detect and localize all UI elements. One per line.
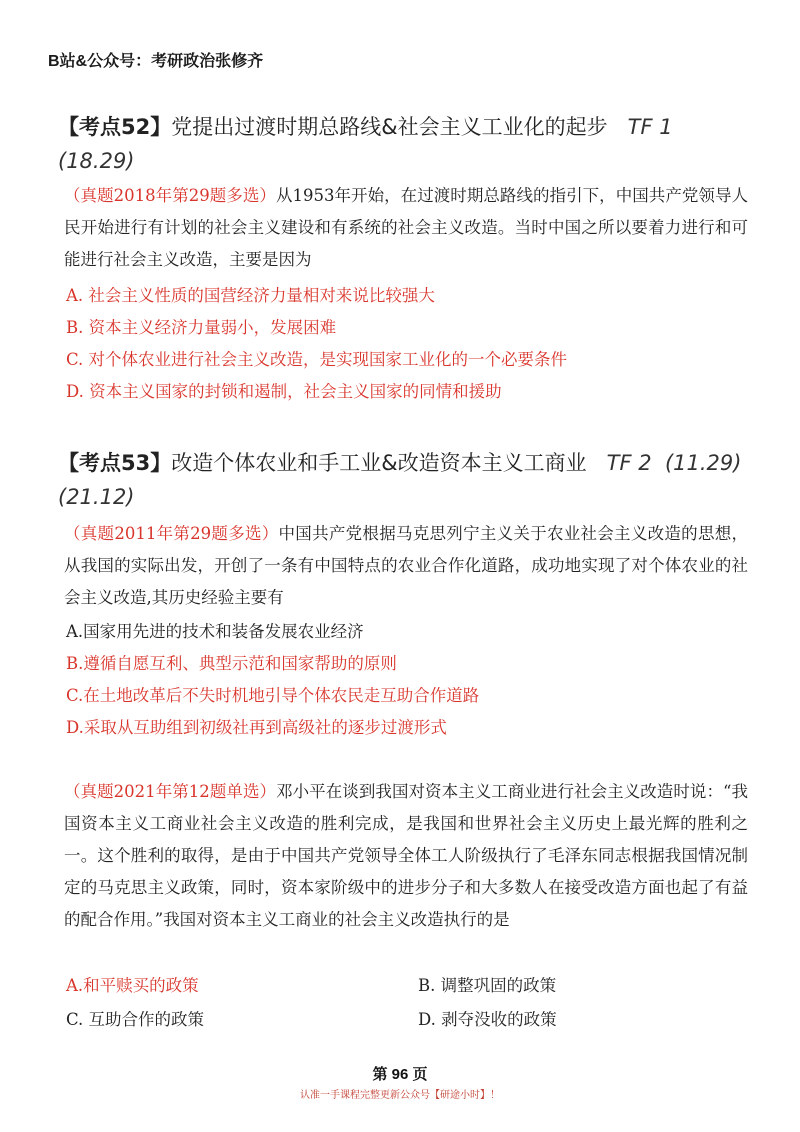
section53-question1 <box>64 518 748 614</box>
option-b: B.遵循自愿互利、典型示范和国家帮助的原则 <box>66 654 397 673</box>
section53-heading <box>58 446 748 514</box>
question-stem: 邓小平在谈到我国对资本主义工商业进行社会主义改造时说：“我国资本主义工商业社会主义改造的胜利完成，是我国和世界社会主义历史上最光辉的胜利之一。这个胜利的取得，是由于中国共产党领导全体工人阶级执行了毛泽东同志根据我国情况制定的马克思主义政策，同时，资本家阶级中的进步分子和大多数人在接受改造方面也起了有益的配合作用。”我国对资本主义工商业的社会主义改造执行的是 <box>64 782 748 929</box>
section52-tf: TF 1 <box>627 115 673 139</box>
option-c: C. 互助合作的政策 <box>66 1010 205 1029</box>
section53-tf: TF 2 <box>606 451 652 475</box>
section52-heading <box>58 110 748 178</box>
section52-tag: 【考点52】 <box>58 115 172 139</box>
section53-years2: (21.12) <box>58 485 135 509</box>
question-source: （真题2011年第29题多选） <box>64 524 279 543</box>
option-c: C. 对个体农业进行社会主义改造，是实现国家工业化的一个必要条件 <box>66 350 568 369</box>
option-d: D.采取从互助组到初级社再到高级社的逐步过渡形式 <box>66 718 447 737</box>
page-header: B站&公众号：考研政治张修齐 <box>48 53 264 70</box>
section53-title: 改造个体农业和手工业&改造资本主义工商业 <box>171 451 587 475</box>
option-a: A.国家用先进的技术和装备发展农业经济 <box>66 622 364 641</box>
section53-tag: 【考点53】 <box>58 451 172 475</box>
question-source: （真题2018年第29题多选） <box>64 186 276 205</box>
option-d: D. 剥夺没收的政策 <box>418 1010 557 1029</box>
option-b: B. 资本主义经济力量弱小，发展困难 <box>66 318 337 337</box>
section52-title: 党提出过渡时期总路线&社会主义工业化的起步 <box>171 115 608 139</box>
option-a: A.和平赎买的政策 <box>66 976 199 995</box>
footer-note: 认准一手课程完整更新公众号【研途小时】！ <box>300 1090 500 1101</box>
section53-question2 <box>64 776 748 936</box>
option-c: C.在土地改革后不失时机地引导个体农民走互助合作道路 <box>66 686 480 705</box>
section52-years: (18.29) <box>58 149 135 173</box>
section52-question <box>64 180 748 276</box>
question-stem: 从1953年开始，在过渡时期总路线的指引下，中国共产党领导人民开始进行有计划的社会主义建设和有系统的社会主义改造。当时中国之所以要着力进行和可能进行社会主义改造，主要是因为 <box>64 186 748 269</box>
page-number: 第 96 页 <box>372 1066 428 1083</box>
question-stem: 中国共产党根据马克思列宁主义关于农业社会主义改造的思想，从我国的实际出发，开创了一条有中国特点的农业合作化道路，成功地实现了对个体农业的社会主义改造,其历史经验主要有 <box>64 524 748 607</box>
option-a: A. 社会主义性质的国营经济力量相对来说比较强大 <box>66 286 435 305</box>
question-source: （真题2021年第12题单选） <box>64 782 277 801</box>
option-d: D. 资本主义国家的封锁和遏制，社会主义国家的同情和援助 <box>66 382 502 401</box>
option-b: B. 调整巩固的政策 <box>418 976 557 995</box>
section53-years1: (11.29) <box>664 451 742 475</box>
